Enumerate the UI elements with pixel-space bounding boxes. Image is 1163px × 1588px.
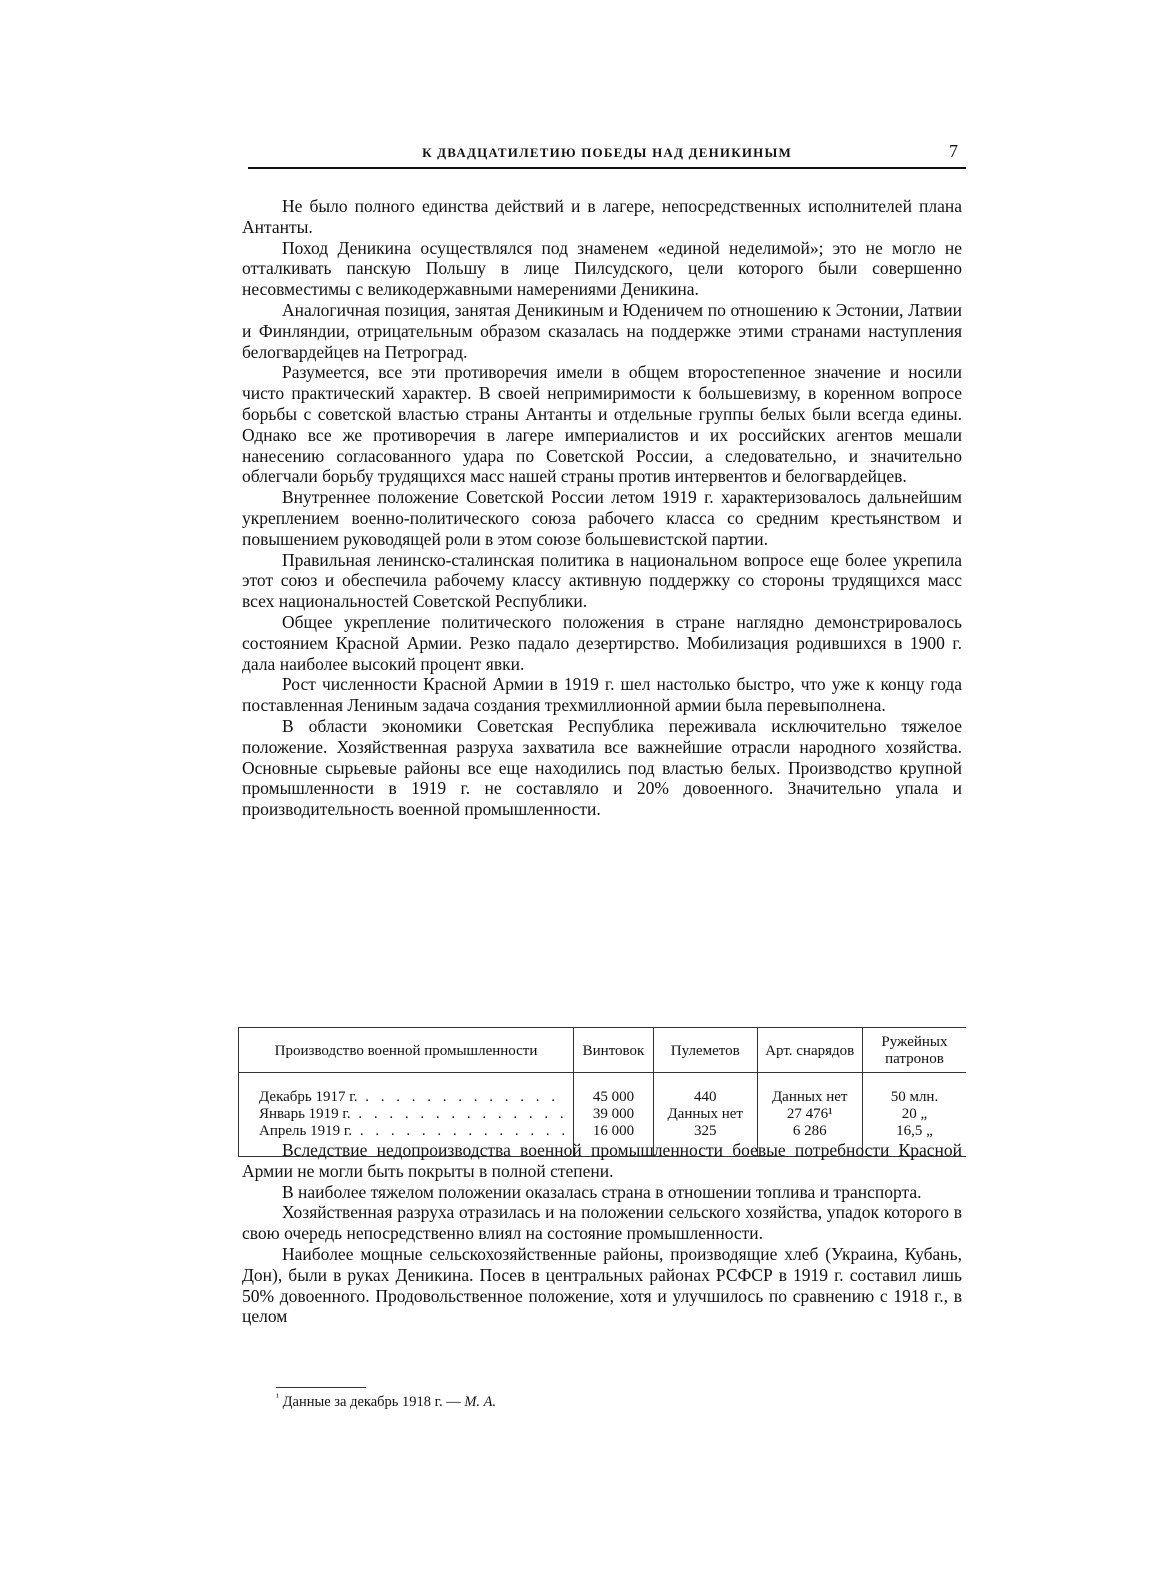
leader-dots: . . . . . . . . . . . . . . xyxy=(350,1106,568,1122)
period-label: Апрель 1919 г. xyxy=(259,1123,353,1139)
running-title: К ДВАДЦАТИЛЕТИЮ ПОБЕДЫ НАД ДЕНИКИНЫМ xyxy=(422,145,792,160)
table-cell: 20 „ xyxy=(862,1106,966,1123)
paragraph: Не было полного единства действий и в лагере, непосредственных исполнителей плана Антанты. xyxy=(242,196,962,237)
leader-dots: . . . . . . . . . . . . . xyxy=(357,1089,559,1105)
paragraph: Поход Деникина осуществлялся под знаменем «единой неделимой»; это не могло не отталкивать панскую Польшу в лице Пилсудского, цели которого были совершенно несовместимы с великодержавными намерениями Деникина. xyxy=(242,237,962,300)
period-label: Декабрь 1917 г. xyxy=(259,1089,358,1105)
table-cell: 440 xyxy=(653,1073,757,1107)
table-row xyxy=(239,1106,967,1123)
body-text-after-table xyxy=(242,1140,962,1327)
table-cell: 6 286 xyxy=(757,1123,862,1157)
table-header-row xyxy=(239,1028,967,1073)
table-cell: 325 xyxy=(653,1123,757,1157)
table-cell: 45 000 xyxy=(574,1073,654,1107)
footnote-marker: ¹ xyxy=(276,1392,279,1403)
body-text-before-table xyxy=(242,196,962,820)
table-cell: Данных нет xyxy=(757,1073,862,1107)
production-table xyxy=(238,1027,966,1157)
column-header: Пулеметов xyxy=(653,1028,757,1073)
leader-dots: . . . . . . . . . . . . . . xyxy=(352,1123,570,1139)
column-header: Производство военной промышленности xyxy=(239,1028,574,1073)
table-cell: 50 млн. xyxy=(862,1073,966,1107)
running-head xyxy=(248,141,966,169)
page-number: 7 xyxy=(949,141,958,161)
footnote-divider xyxy=(276,1387,366,1388)
paragraph: Хозяйственная разруха отразилась и на положении сельского хозяйства, упадок которого в свою очередь непосредственно влиял на состояние промышленности. xyxy=(242,1202,962,1244)
paragraph: Рост численности Красной Армии в 1919 г. шел настолько быстро, что уже к концу года поставленная Лениным задача создания трехмиллионной армии была перевыполнена. xyxy=(242,674,962,716)
paragraph: Наиболее мощные сельскохозяйственные районы, производящие хлеб (Украина, Кубань, Дон), были в руках Деникина. Посев в центральных районах РСФСР в 1919 г. составил лишь 50% довоенного. Продовольственное положение, хотя и улучшилось по сравнению с 1918 г., в целом xyxy=(242,1243,962,1327)
paragraph: Общее укрепление политического положения в стране наглядно демонстрировалось состоянием Красной Армии. Резко падало дезертирство. Мобилизация родившихся в 1900 г. дала наиболее высокий процент явки. xyxy=(242,611,962,674)
row-label xyxy=(239,1073,574,1107)
column-header: Винтовок xyxy=(574,1028,654,1073)
table-cell: 27 476¹ xyxy=(757,1106,862,1123)
table-cell: 16,5 „ xyxy=(862,1123,966,1157)
table-row xyxy=(239,1073,967,1107)
paragraph: Правильная ленинско-сталинская политика в национальном вопросе еще более укрепила этот союз и обеспечила рабочему классу активную поддержку со стороны трудящихся масс всех национальностей Советской Республики. xyxy=(242,549,962,612)
paragraph: В области экономики Советская Республика переживала исключительно тяжелое положение. Хозяйственная разруха захватила все важнейшие отрасли народного хозяйства. Основные сырьевые районы все еще находились под властью белых. Производство крупной промышленности в 1919 г. не составляло и 20% довоенного. Значительно упала и производительность военной промышленности. xyxy=(242,715,962,820)
row-label xyxy=(239,1106,574,1123)
column-header: Ружейных патронов xyxy=(862,1028,966,1073)
paragraph: Внутреннее положение Советской России летом 1919 г. характеризовалось дальнейшим укреплением военно-политического союза рабочего класса со средним крестьянством и повышением руководящей роли в этом союзе большевистской партии. xyxy=(242,487,962,549)
period-label: Январь 1919 г. xyxy=(259,1106,351,1122)
footnote-text: Данные за декабрь 1918 г. — xyxy=(282,1393,461,1410)
footnote-author: М. А. xyxy=(464,1393,497,1410)
paragraph: Разумеется, все эти противоречия имели в общем второстепенное значение и носили чисто практический характер. В своей непримиримости к большевизму, в коренном вопросе борьбы с советской властью страны Антанты и отдельные группы белых были всегда едины. Однако все же противоречия в лагере империалистов и их российских агентов мешали нанесению согласованного удара по Советской России, а следовательно, и значительно облегчали борьбу трудящихся масс нашей страны против интервентов и белогвардейцев. xyxy=(242,362,962,487)
column-header: Арт. снарядов xyxy=(757,1028,862,1073)
footnote xyxy=(276,1392,496,1411)
table-cell: 16 000 xyxy=(574,1123,654,1157)
table-cell: 39 000 xyxy=(574,1106,654,1123)
paragraph: В наиболее тяжелом положении оказалась страна в отношении топлива и транспорта. xyxy=(282,1181,922,1202)
paragraph: Вследствие недопроизводства военной промышленности боевые потребности Красной Армии не могли быть покрыты в полной степени. xyxy=(242,1140,962,1181)
paragraph: Аналогичная позиция, занятая Деникиным и Юденичем по отношению к Эстонии, Латвии и Финляндии, отрицательным образом сказалась на поддержке этими странами наступления белогвардейцев на Петроград. xyxy=(242,299,962,362)
table-cell: Данных нет xyxy=(653,1106,757,1123)
